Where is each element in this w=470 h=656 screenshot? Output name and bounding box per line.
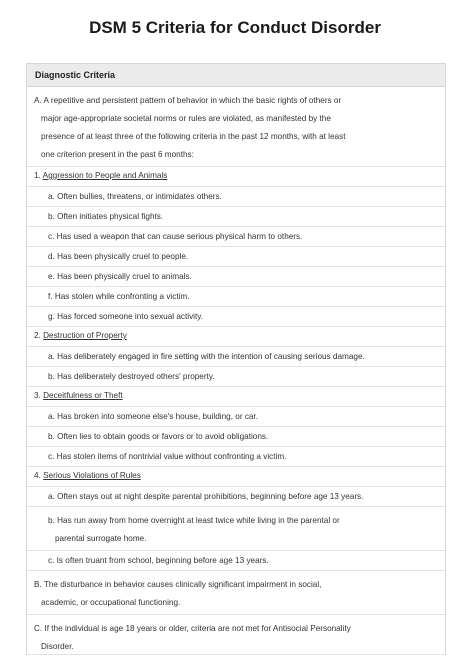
- section-number: 3.: [34, 391, 41, 400]
- criterion-item-text: e. Has been physically cruel to animals.: [48, 272, 192, 281]
- criterion-item-row: [27, 287, 445, 307]
- criterion-item-text: a. Often stays out at night despite parental prohibitions, beginning before age 13 years.: [48, 492, 364, 501]
- criterion-b-line: B. The disturbance in behavior causes clinically significant impairment in social,: [34, 580, 322, 589]
- section-heading-row: [27, 467, 445, 487]
- section-heading: Serious Violations of Rules: [43, 471, 141, 480]
- criterion-item-line: b. Has run away from home overnight at least twice while living in the parental or: [48, 516, 340, 525]
- criterion-item-text: b. Often initiates physical fights.: [48, 212, 164, 221]
- criterion-b-row: [27, 571, 445, 615]
- criterion-item-row: [27, 227, 445, 247]
- criterion-item-line: parental surrogate home.: [55, 534, 147, 543]
- criterion-a-row: [27, 87, 445, 167]
- criterion-b-line: academic, or occupational functioning.: [41, 598, 181, 607]
- section-number: 4.: [34, 471, 41, 480]
- criterion-item-row: [27, 347, 445, 367]
- criterion-item-row: [27, 551, 445, 571]
- criterion-item-row: [27, 267, 445, 287]
- criterion-item-text: b. Often lies to obtain goods or favors or to avoid obligations.: [48, 432, 269, 441]
- table-header: Diagnostic Criteria: [27, 64, 445, 87]
- section-number: 2.: [34, 331, 41, 340]
- criterion-item-text: d. Has been physically cruel to people.: [48, 252, 189, 261]
- criterion-item-row: [27, 367, 445, 387]
- criterion-item-row: [27, 487, 445, 507]
- criterion-item-text: c. Has stolen items of nontrivial value without confronting a victim.: [48, 452, 287, 461]
- criterion-item-text: b. Has deliberately destroyed others' property.: [48, 372, 215, 381]
- criterion-item-row: [27, 427, 445, 447]
- page-title: DSM 5 Criteria for Conduct Disorder: [89, 18, 381, 37]
- criterion-c-line: C. If the individual is age 18 years or older, criteria are not met for Antisocial Personality: [34, 624, 351, 633]
- criterion-a-line: A. A repetitive and persistent pattern of behavior in which the basic rights of others or: [34, 96, 342, 105]
- section-heading: Aggression to People and Animals: [42, 171, 168, 180]
- criterion-item-text: c. Is often truant from school, beginning before age 13 years.: [48, 556, 269, 565]
- criterion-item-text: a. Has deliberately engaged in fire setting with the intention of causing serious damage.: [48, 352, 365, 361]
- criterion-item-text: a. Often bullies, threatens, or intimidates others.: [48, 192, 222, 201]
- section-heading: Deceitfulness or Theft: [43, 391, 123, 400]
- criterion-item-text: g. Has forced someone into sexual activity.: [48, 312, 204, 321]
- criterion-a-line: major age-appropriate societal norms or rules are violated, as manifested by the: [41, 114, 331, 123]
- criterion-item-row: [27, 507, 445, 551]
- criterion-a-line: one criterion present in the past 6 months:: [41, 150, 194, 159]
- section-heading: Destruction of Property: [43, 331, 127, 340]
- section-number: 1.: [34, 171, 41, 180]
- criterion-item-text: c. Has used a weapon that can cause serious physical harm to others.: [48, 232, 303, 241]
- criterion-item-text: a. Has broken into someone else's house, building, or car.: [48, 412, 259, 421]
- criterion-item-row: [27, 307, 445, 327]
- criterion-item-row: [27, 207, 445, 227]
- criteria-table: [26, 63, 446, 655]
- criterion-item-row: [27, 447, 445, 467]
- criterion-c-line: Disorder.: [41, 642, 74, 651]
- criterion-item-text: f. Has stolen while confronting a victim.: [48, 292, 190, 301]
- criterion-c-row: [27, 615, 445, 655]
- section-heading-row: [27, 327, 445, 347]
- criterion-item-row: [27, 407, 445, 427]
- criterion-a-line: presence of at least three of the following criteria in the past 12 months, with at least: [41, 132, 346, 141]
- section-heading-row: [27, 387, 445, 407]
- criterion-item-row: [27, 187, 445, 207]
- criterion-item-row: [27, 247, 445, 267]
- section-heading-row: [27, 167, 445, 187]
